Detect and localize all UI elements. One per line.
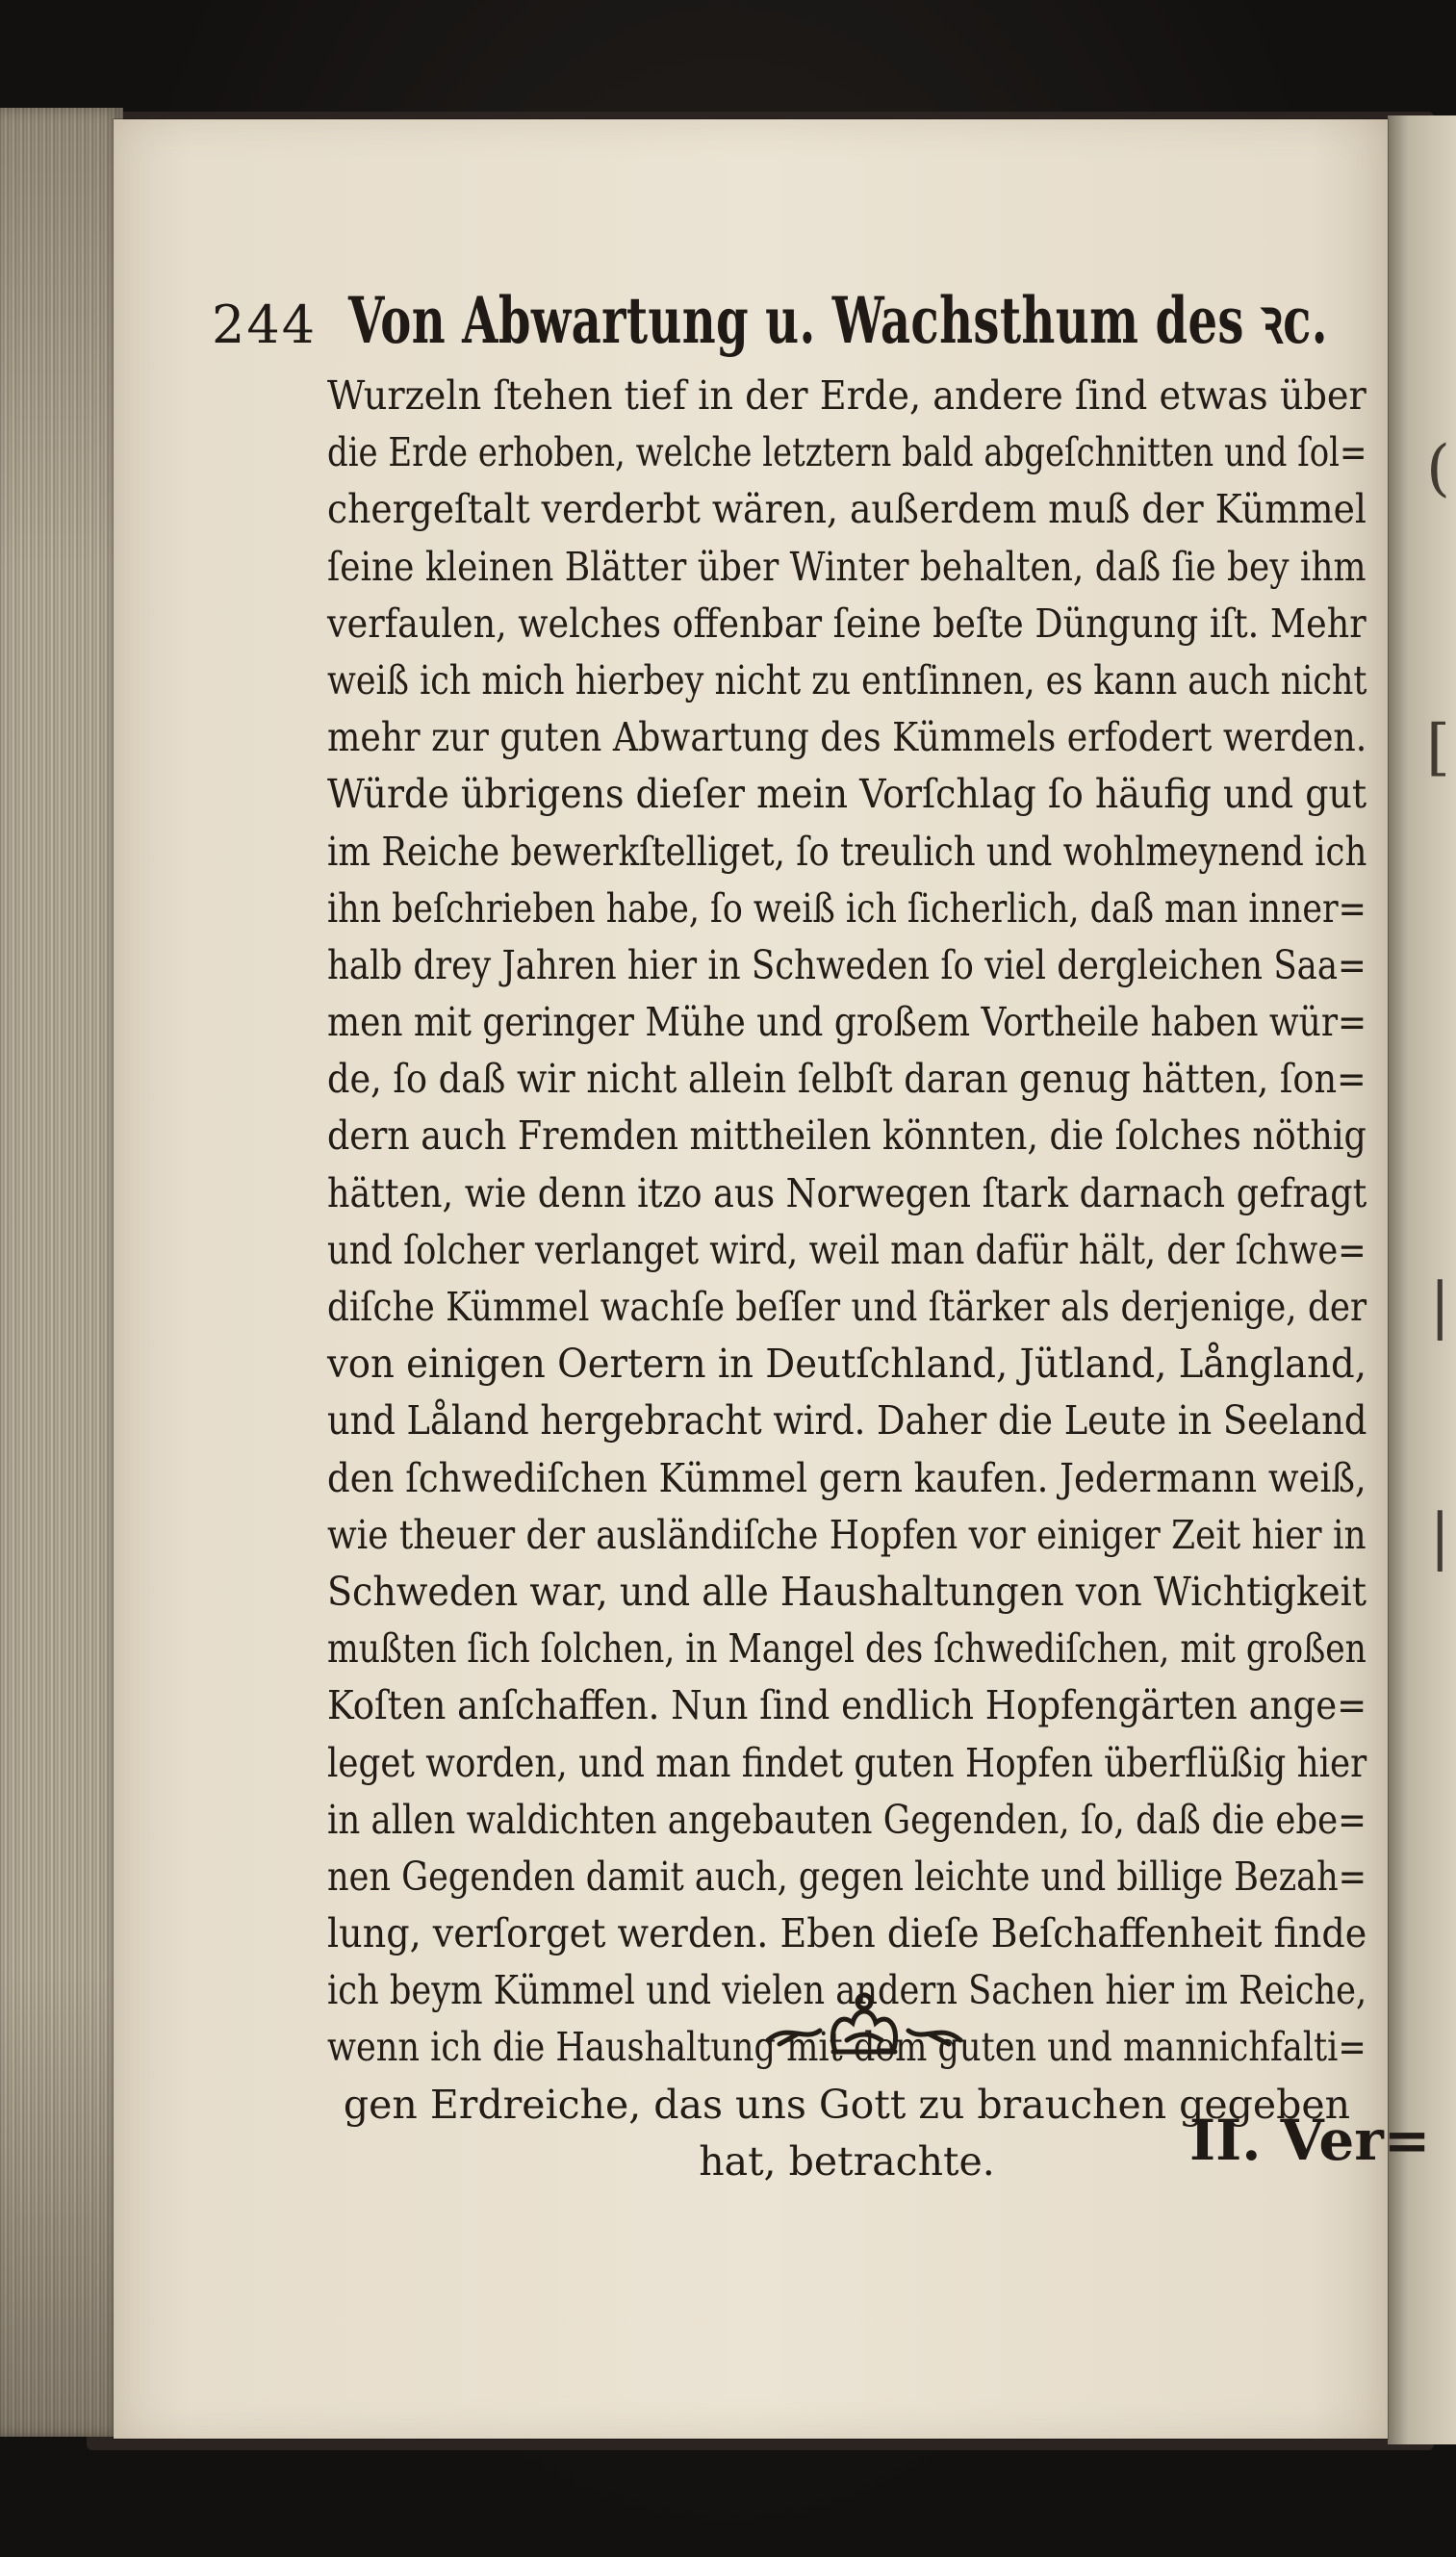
text-line: Würde übrigens dieſer mein Vorſchlag ſo häufig und gut	[327, 771, 1367, 818]
text-line: chergeſtalt verderbt wären, außerdem muß der Kümmel	[327, 486, 1367, 533]
text-line: mußten ſich ſolchen, in Mangel des ſchwediſchen, mit großen	[327, 1625, 1367, 1673]
text-line: in allen waldichten angebauten Gegenden, ſo, daß die ebe=	[327, 1796, 1367, 1843]
text-line: gen Erdreiche, das uns Gott zu brauchen gegeben	[343, 2081, 1351, 2128]
text-line: nen Gegenden damit auch, gegen leichte und billige Bezah=	[327, 1853, 1367, 1900]
text-line: lung, verſorget werden. Eben dieſe Beſchaffenheit finde	[327, 1910, 1367, 1957]
catchword: II. Ver=	[1189, 2108, 1431, 2173]
text-line: ſeine kleinen Blätter über Winter behalten, daß ſie bey ihm	[327, 543, 1367, 590]
facing-page-glyph: |	[1429, 1270, 1450, 1342]
crown-ornament	[758, 1984, 970, 2071]
text-line: und ſolcher verlanget wird, weil man dafür hält, der ſchwe=	[327, 1226, 1367, 1273]
text-line: hätten, wie denn itzo aus Norwegen ſtark darnach gefragt	[327, 1169, 1367, 1216]
text-line: im Reiche bewerkſtelliget, ſo treulich und wohlmeynend ich	[327, 828, 1367, 875]
text-line: leget worden, und man findet guten Hopfen überflüßig hier	[327, 1739, 1367, 1786]
text-line: dern auch Fremden mittheilen könnten, die ſolches nöthig	[327, 1112, 1367, 1160]
text-line: Wurzeln ſtehen tief in der Erde, andere ſind etwas über	[327, 372, 1367, 419]
text-line: verfaulen, welches offenbar ſeine beſte Düngung iſt. Mehr	[327, 600, 1367, 647]
text-line: halb drey Jahren hier in Schweden ſo viel dergleichen Saa=	[327, 941, 1367, 988]
text-line: die Erde erhoben, welche letztern bald abgeſchnitten und ſol=	[327, 429, 1367, 476]
text-line: de, ſo daß wir nicht allein ſelbſt daran genug hätten, ſon=	[327, 1056, 1367, 1103]
text-line: Koſten anſchaffen. Nun ſind endlich Hopfengärten ange=	[327, 1682, 1367, 1729]
facing-page-glyph: |	[1429, 1501, 1450, 1573]
text-line: diſche Kümmel wachſe beſſer und ſtärker als derjenige, der	[327, 1284, 1367, 1330]
text-line: den ſchwediſchen Kümmel gern kaufen. Jedermann weiß,	[327, 1454, 1367, 1501]
text-line: weiß ich mich hierbey nicht zu entſinnen, es kann auch nicht	[327, 656, 1367, 703]
page-edges	[0, 108, 123, 2437]
facing-page-edge	[1388, 115, 1456, 2444]
running-title: Von Abwartung u. Wachsthum des ꝛc.	[348, 283, 1328, 358]
text-line: men mit geringer Mühe und großem Vortheile haben wür=	[327, 999, 1367, 1046]
page-number: 244	[212, 294, 318, 355]
body-text	[327, 368, 1367, 2190]
text-line: ich beym Kümmel und vielen andern Sachen hier im Reiche,	[327, 1967, 1367, 2014]
text-line: ihn beſchrieben habe, ſo weiß ich ſicherlich, daß man inner=	[327, 884, 1367, 932]
facing-page-glyph: (	[1426, 433, 1450, 504]
text-line: wenn ich die Haushaltung mit dem guten und mannichfalti=	[327, 2024, 1367, 2071]
text-line: von einigen Oertern in Deutſchland, Jütland, Långland,	[327, 1341, 1367, 1388]
text-line: Schweden war, und alle Haushaltungen von Wichtigkeit	[327, 1568, 1367, 1615]
facing-page-glyph: [	[1426, 712, 1450, 783]
text-line: mehr zur guten Abwartung des Kümmels erfodert werden.	[327, 714, 1367, 761]
text-line: hat, betrachte.	[699, 2137, 995, 2185]
text-line: und Låland hergebracht wird. Daher die Leute in Seeland	[327, 1397, 1367, 1445]
page-header	[212, 271, 1328, 364]
text-line: wie theuer der ausländiſche Hopfen vor einiger Zeit hier in	[327, 1511, 1367, 1558]
